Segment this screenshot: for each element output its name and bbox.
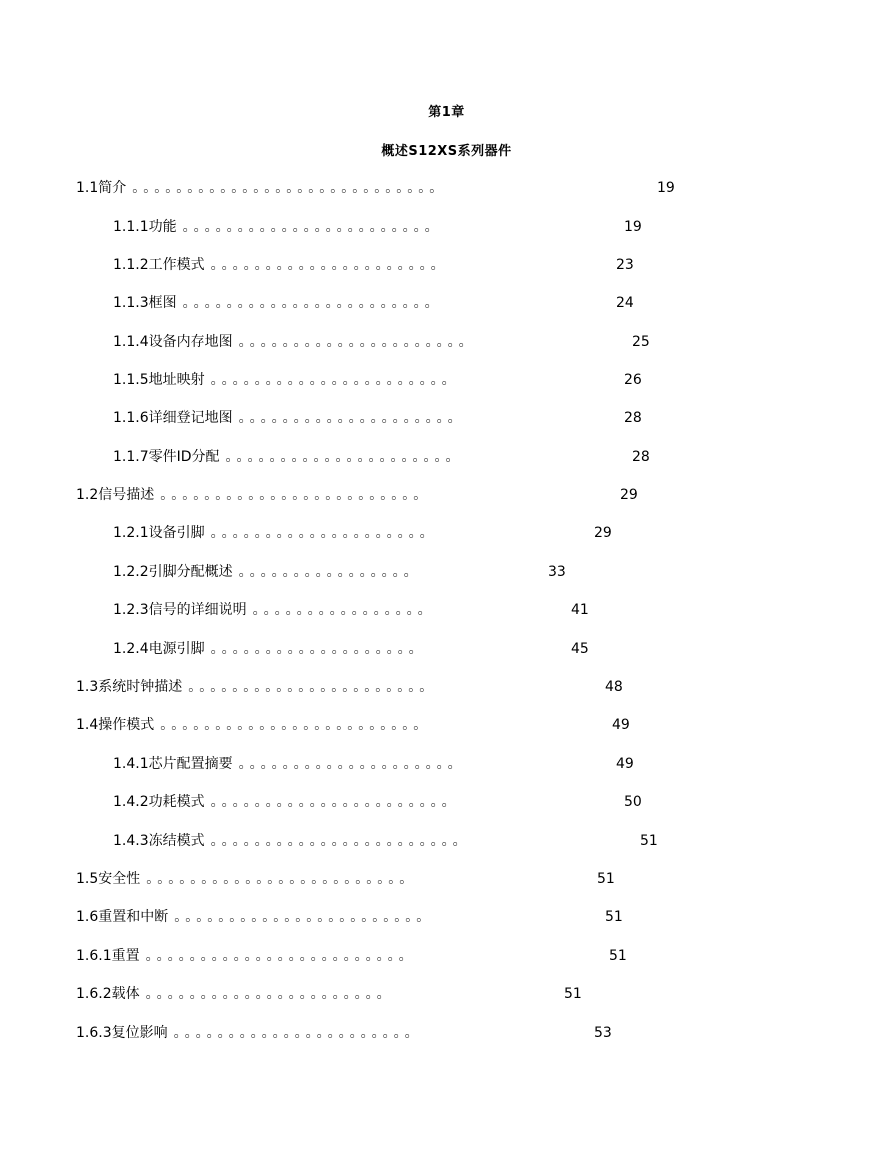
toc-entry-page: 51 [597,871,615,887]
toc-entry-page: 45 [571,641,589,657]
toc-entry-page: 19 [657,180,675,196]
toc-entry-label: 1.2.4电源引脚 [113,641,205,657]
toc-entry-label: 1.1.1功能 [113,219,177,235]
toc-leader-dots: 。。。。。。。。。。。。。。。。 [238,564,422,580]
toc-leader-dots: 。。。。。。。。。。。。。。。。。。。。。。。。。。。。 [132,180,448,196]
toc-leader-dots: 。。。。。。。。。。。。。。。。。。。。。。 [173,1025,423,1041]
toc-leader-dots: 。。。。。。。。。。。。。。。。。。。。。。 [188,679,438,695]
toc-entry-label: 1.2.1设备引脚 [113,525,205,541]
toc-leader-dots: 。。。。。。。。。。。。。。。。。。。。 [210,525,438,541]
toc-leader-dots: 。。。。。。。。。。。。。。。。。。。。。。 [210,794,460,810]
toc-leader-dots: 。。。。。。。。。。。。。。。。。。。。。 [238,334,477,350]
toc-entry-page: 25 [632,334,650,350]
toc-entry-page: 19 [624,219,642,235]
chapter-subtitle: 概述S12XS系列器件 [381,144,512,159]
toc-entry-page: 29 [594,525,612,541]
toc-entry-label: 1.2信号描述 [76,487,155,503]
toc-leader-dots: 。。。。。。。。。。。。。。。。。。。。。。。 [210,833,471,849]
toc-entry-page: 24 [616,295,634,311]
toc-entry-page: 51 [609,948,627,964]
toc-entry-label: 1.1.6详细登记地图 [113,410,233,426]
toc-entry-label: 1.1.5地址映射 [113,372,205,388]
toc-leader-dots: 。。。。。。。。。。。。。。。。。。。。。。。。 [145,948,417,964]
toc-leader-dots: 。。。。。。。。。。。。。。。。。。。。。 [210,257,449,273]
toc-entry-page: 51 [605,909,623,925]
toc-entry-label: 1.1.4设备内存地图 [113,334,233,350]
toc-entry-page: 28 [632,449,650,465]
toc-entry-label: 1.4操作模式 [76,717,155,733]
toc-entry-label: 1.6.2载体 [76,986,140,1002]
toc-leader-dots: 。。。。。。。。。。。。。。。。 [252,602,436,618]
toc-entry-page: 29 [620,487,638,503]
toc-entry-label: 1.6重置和中断 [76,909,169,925]
toc-entry-page: 49 [612,717,630,733]
toc-leader-dots: 。。。。。。。。。。。。。。。。。。。。。 [225,449,464,465]
toc-entry-label: 1.4.2功耗模式 [113,794,205,810]
toc-entry-page: 51 [640,833,658,849]
toc-leader-dots: 。。。。。。。。。。。。。。。。。。。。。。。 [182,295,443,311]
toc-entry-label: 1.6.1重置 [76,948,140,964]
toc-leader-dots: 。。。。。。。。。。。。。。。。。。。。。。。 [174,909,435,925]
toc-entry-label: 1.2.3信号的详细说明 [113,602,247,618]
toc-entry-page: 49 [616,756,634,772]
toc-entry-page: 48 [605,679,623,695]
toc-leader-dots: 。。。。。。。。。。。。。。。。。。。。。。。。 [160,487,432,503]
toc-leader-dots: 。。。。。。。。。。。。。。。。。。。。。。。。 [160,717,432,733]
toc-leader-dots: 。。。。。。。。。。。。。。。。。。。。。。 [210,372,460,388]
toc-entry-label: 1.4.3冻结模式 [113,833,205,849]
toc-entry-page: 41 [571,602,589,618]
toc-entry-page: 51 [564,986,582,1002]
toc-entry-label: 1.2.2引脚分配概述 [113,564,233,580]
toc-leader-dots: 。。。。。。。。。。。。。。。。。。。。。。 [145,986,395,1002]
toc-entry-label: 1.1.2工作模式 [113,257,205,273]
toc-entry-page: 53 [594,1025,612,1041]
toc-leader-dots: 。。。。。。。。。。。。。。。。。。。 [210,641,427,657]
toc-entry-page: 50 [624,794,642,810]
toc-leader-dots: 。。。。。。。。。。。。。。。。。。。。。。。。 [146,871,418,887]
toc-entry-label: 1.1.7零件ID分配 [113,449,220,465]
toc-entry-page: 33 [548,564,566,580]
toc-leader-dots: 。。。。。。。。。。。。。。。。。。。。。。。 [182,219,443,235]
toc-leader-dots: 。。。。。。。。。。。。。。。。。。。。 [238,410,466,426]
toc-entry-label: 1.1简介 [76,180,127,196]
toc-entry-page: 23 [616,257,634,273]
toc-entry-page: 28 [624,410,642,426]
toc-entry-label: 1.5安全性 [76,871,141,887]
toc-entry-page: 26 [624,372,642,388]
toc-entry-label: 1.6.3复位影响 [76,1025,168,1041]
toc-entry-label: 1.3系统时钟描述 [76,679,183,695]
toc-entry-label: 1.1.3框图 [113,295,177,311]
chapter-heading: 第1章 [428,105,465,120]
toc-leader-dots: 。。。。。。。。。。。。。。。。。。。。 [238,756,466,772]
toc-entry-label: 1.4.1芯片配置摘要 [113,756,233,772]
